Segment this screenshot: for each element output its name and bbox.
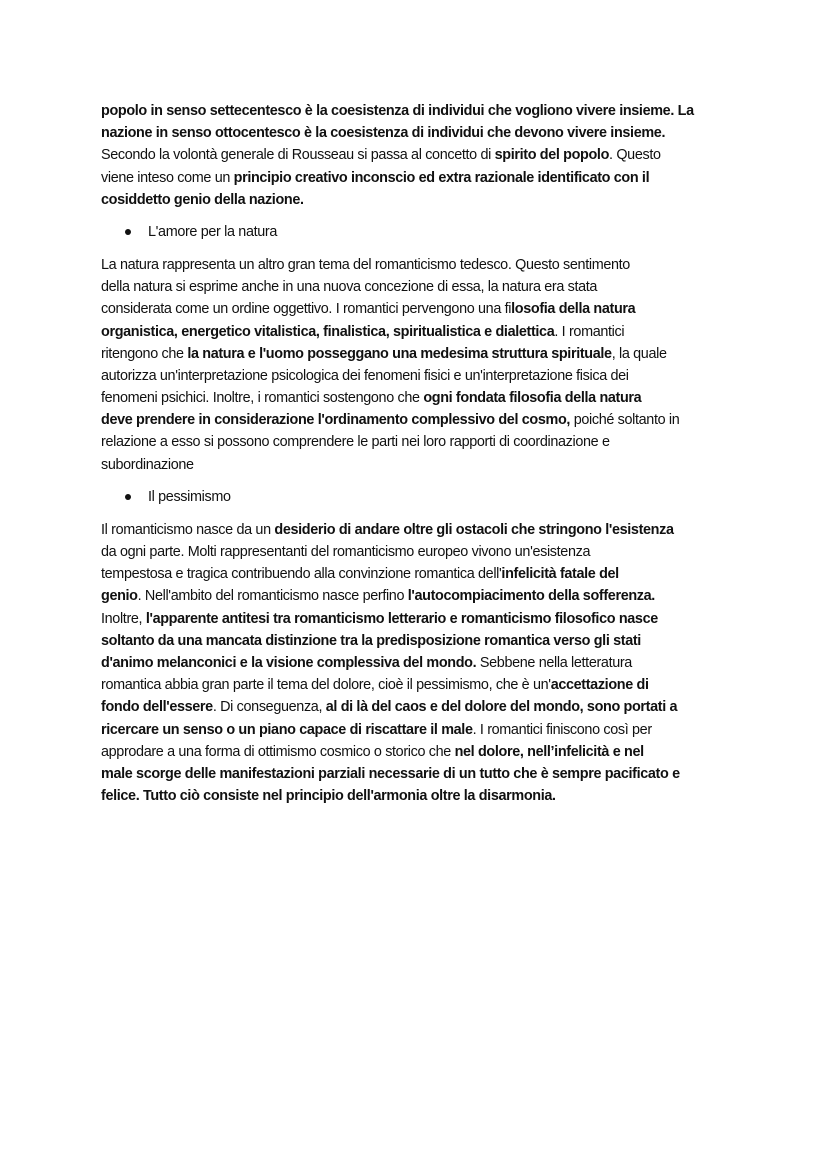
text-line: [101, 608, 741, 630]
text: Inoltre,: [101, 610, 146, 627]
text-line: [101, 298, 741, 320]
bold-text: nazione in senso ottocentesco è la coesistenza di individui che devono vivere insieme.: [101, 125, 666, 142]
text-line: [101, 652, 741, 674]
text-line: [101, 409, 741, 431]
text-line: [101, 254, 741, 276]
text: ritengono che: [101, 345, 188, 362]
text: da ogni parte. Molti rappresentanti del romanticismo europeo vivono un'esistenza: [101, 544, 591, 560]
text: poiché soltanto in: [570, 412, 680, 429]
text: relazione a esso si possono comprendere le parti nei loro rapporti di coordinazione e: [101, 434, 610, 451]
text-line: [101, 365, 741, 387]
bullet-dot-icon: [125, 229, 131, 235]
text: . Nell'ambito del romanticismo nasce perfino: [137, 588, 408, 605]
text: La natura rappresenta un altro gran tema del romanticismo tedesco. Questo sentimento: [101, 256, 630, 273]
bullet-label: Il pessimismo: [148, 488, 231, 505]
bullet-dot-icon: [125, 494, 131, 500]
text: Il romanticismo nasce da un: [101, 521, 275, 538]
text: viene inteso come un: [101, 169, 234, 186]
bold-text: la natura e l'uomo posseggano una medesima struttura spirituale: [187, 345, 612, 362]
text-line: [101, 189, 741, 211]
bold-text: soltanto da una mancata distinzione tra la predisposizione romantica verso gli stati: [101, 632, 641, 649]
text-line: [101, 431, 741, 453]
text: tempestosa e tragica contribuendo alla convinzione romantica dell': [101, 566, 502, 583]
text: romantica abbia gran parte il tema del dolore, cioè il pessimismo, che è un': [101, 677, 551, 694]
bold-text: nel dolore, nell’infelicità e nel: [454, 743, 644, 760]
text-line: [101, 785, 741, 807]
text: Sebbene nella letteratura: [476, 654, 632, 671]
bold-text: accettazione di: [550, 677, 649, 694]
bold-text: organistica, energetico vitalistica, finalistica, spiritualistica e dialettica: [101, 323, 555, 340]
text-line: [101, 144, 741, 166]
text-line: [101, 585, 741, 607]
bold-text: ogni fondata filosofia della natura: [423, 390, 642, 407]
text: approdare a una forma di ottimismo cosmico o storico che: [101, 743, 455, 760]
bold-text: deve prendere in considerazione l'ordinamento complessivo del cosmo,: [101, 412, 571, 429]
bold-text: genio: [101, 588, 138, 605]
bold-text: felice. Tutto ciò consiste nel principio dell'armonia oltre la disarmonia.: [101, 788, 556, 805]
bold-text: l'apparente antitesi tra romanticismo letterario e romanticismo filosofico nasce: [145, 610, 658, 627]
text: della natura si esprime anche in una nuova concezione di essa, la natura era stata: [101, 279, 598, 296]
text: subordinazione: [101, 456, 194, 473]
bold-text: infelicità fatale del: [501, 566, 619, 583]
intro-paragraph: [101, 100, 741, 211]
text: , la quale: [611, 345, 667, 362]
bold-text: popolo in senso settecentesco è la coesistenza di individui che vogliono vivere insieme. La: [101, 103, 694, 119]
text-line: [101, 763, 741, 785]
text-line: [101, 563, 741, 585]
nature-paragraph: [101, 254, 741, 476]
text-line: [101, 122, 741, 144]
text: Secondo la volontà generale di Rousseau si passa al concetto di: [101, 147, 495, 164]
bullet-item-pessimism: [101, 486, 741, 508]
text-line: [101, 674, 741, 696]
text: . I romantici finiscono così per: [472, 721, 652, 738]
bullet-label: L'amore per la natura: [148, 223, 277, 240]
pessimism-paragraph: [101, 519, 741, 807]
bold-text: al di là del caos e del dolore del mondo, sono portati a: [325, 699, 678, 716]
bold-text: l'autocompiacimento della sofferenza.: [407, 588, 655, 605]
text-line: [101, 519, 741, 541]
text-line: [101, 387, 741, 409]
bullet-item-nature: [101, 221, 741, 243]
text: autorizza un'interpretazione psicologica dei fenomeni fisici e un'interpretazione fisica dei: [101, 367, 629, 384]
text-line: [101, 719, 741, 741]
bold-text: ricercare un senso o un piano capace di riscattare il male: [101, 721, 473, 738]
bold-text: losofia della natura: [511, 301, 636, 318]
bold-text: desiderio di andare oltre gli ostacoli che stringono l'esistenza: [274, 521, 674, 538]
text-line: [101, 741, 741, 763]
text-line: [101, 343, 741, 365]
document-body: [101, 100, 741, 807]
bold-text: principio creativo inconscio ed extra razionale identificato con il: [233, 169, 650, 186]
text: considerata come un ordine oggettivo. I romantici pervengono una fi: [101, 301, 512, 318]
text-line: [101, 630, 741, 652]
text-line: [101, 541, 741, 563]
text: . Di conseguenza,: [212, 699, 326, 716]
text-line: [101, 276, 741, 298]
bold-text: male scorge delle manifestazioni parziali necessarie di un tutto che è sempre pacificato e: [101, 765, 680, 782]
text: fenomeni psichici. Inoltre, i romantici sostengono che: [101, 390, 424, 407]
bold-text: fondo dell'essere: [101, 699, 213, 716]
text-line: [101, 696, 741, 718]
bold-text: d'animo melanconici e la visione complessiva del mondo.: [101, 654, 477, 671]
text-line: [101, 321, 741, 343]
text: . I romantici: [554, 323, 625, 340]
bold-text: cosiddetto genio della nazione.: [101, 191, 304, 208]
bold-text: spirito del popolo: [494, 147, 610, 164]
text: . Questo: [609, 147, 661, 164]
text-line: [101, 454, 741, 476]
text-line: [101, 167, 741, 189]
text-line: [101, 100, 741, 122]
